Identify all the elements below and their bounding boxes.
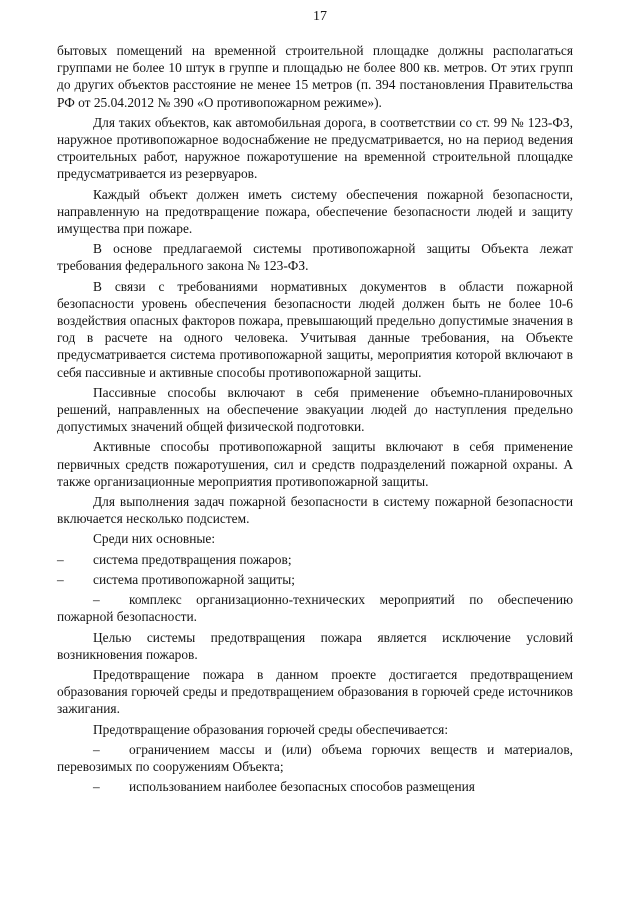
paragraph-5: В связи с требованиями нормативных документов в области пожарной безопасности уровень обеспечения безопасности людей должен быть не более 10-6 воздействия опасных факторов пожара, превышающий предельно допустимые значения в год в расчете на одного человека. Учитывая данные требования, на Объекте предусматривается система противопожарной защиты, мероприятия которой включают в себя пассивные и активные способы противопожарной защиты. <box>57 278 573 380</box>
list-item <box>57 591 573 625</box>
page-body <box>57 42 573 798</box>
list-item-text: система предотвращения пожаров; <box>93 551 292 567</box>
paragraph-9: Среди них основные: <box>93 531 216 547</box>
page-number: 17 <box>313 9 327 24</box>
paragraph-10: Целью системы предотвращения пожара является исключение условий возникновения пожаров. <box>57 629 573 662</box>
dash-marker: – <box>57 551 64 567</box>
paragraph-12: Предотвращение образования горючей среды обеспечивается: <box>93 721 449 737</box>
paragraph-2: Для таких объектов, как автомобильная дорога, в соответствии со ст. 99 № 123-ФЗ, наружное противопожарное водоснабжение не предусматривается, но на период ведения строительных работ, наружное пожаротушение на временной строительной площадке предусматривается из резервуаров. <box>57 114 573 182</box>
paragraph-3: Каждый объект должен иметь систему обеспечения пожарной безопасности, направленную на предотвращение пожара, обеспечение безопасности людей и защиту имущества при пожаре. <box>57 186 573 237</box>
dash-marker: – <box>57 571 64 587</box>
dash-marker: – <box>93 741 100 757</box>
paragraph-11: Предотвращение пожара в данном проекте достигается предотвращением образования горючей среды и предотвращением образования в горючей среде источников зажигания. <box>57 666 573 717</box>
list-item-text: использованием наиболее безопасных способов размещения <box>129 779 475 795</box>
list-item <box>57 571 573 588</box>
paragraph-7: Активные способы противопожарной защиты включают в себя применение первичных средств пожаротушения, сил и средств подразделений пожарной охраны. А также организационные мероприятия противопожарной защиты. <box>57 439 573 489</box>
paragraph-1: бытовых помещений на временной строительной площадке должны располагаться группами не более 10 штук в группе и площадью не более 800 кв. метров. От этих групп до других объектов расстояние не менее 15 метров (п. 394 постановления Правительства РФ от 25.04.2012 № 390 «О противопожарном режиме»). <box>57 43 573 110</box>
dash-marker: – <box>93 779 100 795</box>
prevention-list <box>57 741 573 796</box>
list-item <box>57 551 573 568</box>
list-item <box>57 741 573 775</box>
paragraph-6: Пассивные способы включают в себя применение объемно-планировочных решений, направленных на обеспечение эвакуации людей до наступления предельно допустимых значений общей физической подготовки. <box>57 384 573 435</box>
paragraph-8: Для выполнения задач пожарной безопасности в систему пожарной безопасности включается несколько подсистем. <box>57 494 573 527</box>
paragraph-4: В основе предлагаемой системы противопожарной защиты Объекта лежат требования федерального закона № 123-ФЗ. <box>57 241 573 274</box>
list-item-text: ограничением массы и (или) объема горючих веществ и материалов, перевозимых по сооружениям Объекта; <box>57 741 573 774</box>
list-item <box>57 778 573 795</box>
list-item-text: система противопожарной защиты; <box>93 571 295 587</box>
dash-marker: – <box>93 592 100 608</box>
list-item-text: комплекс организационно-технических мероприятий по обеспечению пожарной безопасности. <box>57 592 573 625</box>
subsystem-list <box>57 551 573 626</box>
